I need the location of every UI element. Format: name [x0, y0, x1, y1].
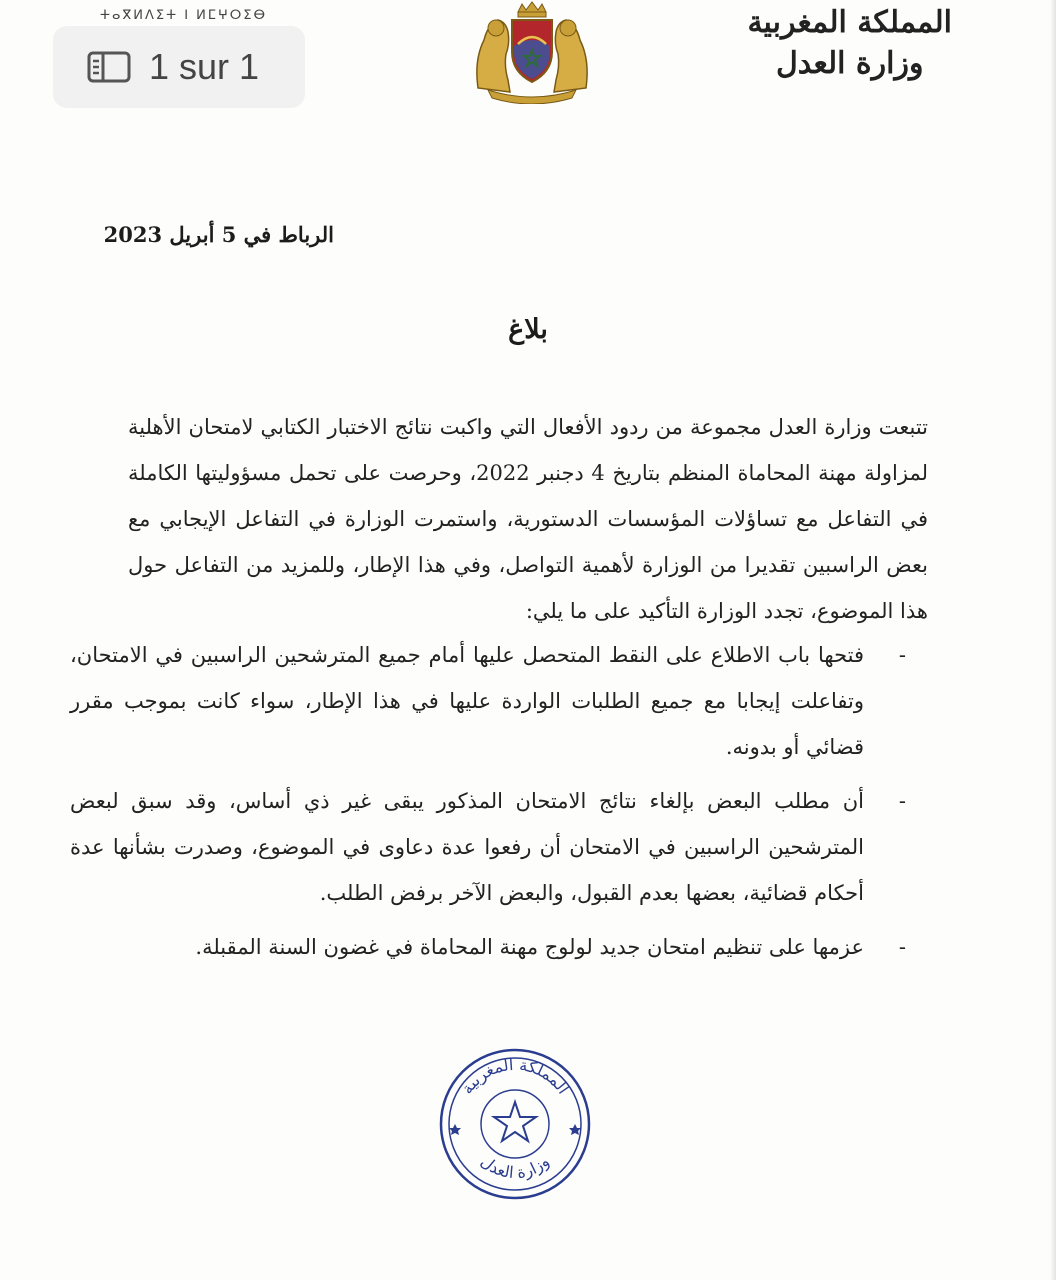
intro-paragraph: تتبعت وزارة العدل مجموعة من ردود الأفعال التي واكبت نتائج الاختبار الكتابي لامتحان الأهلية لمزاولة مهنة المحاماة المنظم بتاريخ 4 دجنبر 2022، وحرصت على تحمل مسؤوليتها الكاملة في التفاعل مع تساؤلات المؤسسات الدستورية، واستمرت الوزارة في التفاعل الإيجابي مع بعض الراسبين تقديرا من الوزارة لأهمية التواصل، وفي هذا الإطار، وللمزيد من التفاعل حول هذا الموضوع، تجدد الوزارة التأكيد على ما يلي:	[128, 415, 928, 623]
official-stamp	[437, 1046, 593, 1202]
list-item	[70, 778, 906, 916]
bullet-dash: -	[898, 643, 906, 667]
bullet-dash: -	[898, 789, 906, 813]
stamp-bottom-text: وزارة العدل	[477, 1151, 553, 1183]
point-text: عزمها على تنظيم امتحان جديد لولوج مهنة المحاماة في غضون السنة المقبلة.	[195, 935, 864, 959]
point-text: أن مطلب البعض بإلغاء نتائج الامتحان المذكور يبقى غير ذي أساس، وقد سبق لبعض المترشحين الراسبين في الامتحان أن رفعوا عدة دعاوى في الموضوع، وصدرت بشأنها عدة أحكام قضائية، بعضها بعدم القبول، والبعض الآخر برفض الطلب.	[70, 789, 864, 905]
star-icon	[569, 1124, 581, 1135]
page-indicator-text: 1 sur 1	[149, 46, 260, 87]
list-item	[70, 924, 906, 970]
kingdom-name: المملكة المغربية	[747, 5, 952, 40]
moroccan-coat-of-arms-icon	[468, 0, 596, 104]
tifinagh-header-line: ⵜⴰⴳⵍⴷⵉⵜ ⵏ ⵍⵎⵖⵔⵉⴱ	[100, 8, 268, 23]
list-item	[70, 632, 906, 770]
ministry-header	[747, 2, 952, 84]
star-icon	[449, 1124, 461, 1135]
page-indicator-badge[interactable]	[53, 26, 305, 108]
bullet-dash: -	[898, 935, 906, 959]
star-icon	[494, 1102, 536, 1141]
point-text: فتحها باب الاطلاع على النقط المتحصل عليها أمام جميع المترشحين الراسبين في الامتحان، وتفاعلت إيجابا مع جميع الطلبات الواردة عليها في هذا الإطار، سواء كانت بموجب مقرر قضائي أو بدونه.	[70, 643, 864, 759]
document-title: بلاغ	[508, 314, 548, 345]
ministry-name: وزارة العدل	[776, 46, 924, 81]
points-list	[70, 632, 906, 978]
sidebar-panel-icon	[87, 51, 131, 83]
document-date: الرباط في 5 أبريل 2023	[103, 222, 334, 247]
stamp-top-text: المملكة المغربية	[457, 1054, 574, 1098]
page-edge-shadow	[1050, 0, 1056, 1280]
